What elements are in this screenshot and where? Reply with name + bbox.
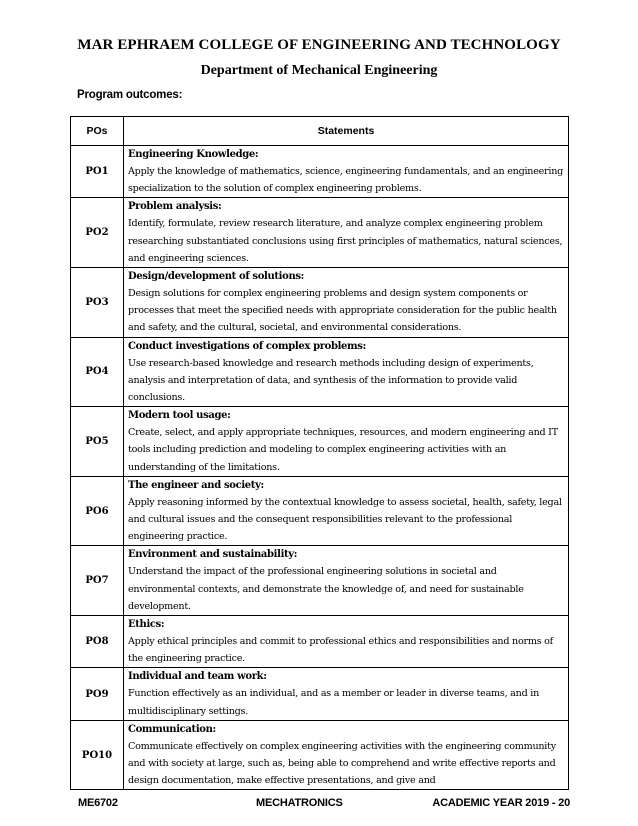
po-code: PO4: [71, 337, 124, 407]
statement-text: Design solutions for complex engineering problems and design system components or processes that meet the specified needs with appropriate consideration for the public health and safety, and the cultural, societal, and environmental considerations.: [128, 288, 557, 334]
table-row: [71, 616, 569, 668]
column-header-pos: POs: [71, 117, 124, 146]
po-code: PO6: [71, 476, 124, 546]
po-code: PO8: [71, 616, 124, 668]
statement-text: Function effectively as an individual, and as a member or leader in diverse teams, and in multidisciplinary settings.: [128, 688, 540, 717]
statement-cell: [124, 476, 569, 546]
statement-text: Apply ethical principles and commit to professional ethics and responsibilities and norms of the engineering practice.: [128, 636, 553, 665]
statement-title: Ethics:: [128, 619, 165, 631]
po-code: PO10: [71, 720, 124, 790]
po-code: PO2: [71, 198, 124, 268]
statement-title: Conduct investigations of complex problems:: [128, 340, 366, 352]
statement-title: Design/development of solutions:: [128, 271, 304, 283]
footer-course-code: ME6702: [78, 797, 118, 809]
statement-cell: [124, 198, 569, 268]
po-code: PO1: [71, 146, 124, 198]
statement-cell: [124, 546, 569, 616]
department-name: Department of Mechanical Engineering: [200, 63, 438, 78]
statement-cell: [124, 720, 569, 790]
statement-title: Individual and team work:: [128, 671, 267, 683]
statement-cell: [124, 337, 569, 407]
statement-title: Modern tool usage:: [128, 410, 231, 422]
college-name: MAR EPHRAEM COLLEGE OF ENGINEERING AND TECHNOLOGY: [77, 37, 561, 53]
statement-cell: [124, 268, 569, 338]
table-row: [71, 546, 569, 616]
statement-cell: [124, 616, 569, 668]
table-row: [71, 198, 569, 268]
table-row: [71, 146, 569, 198]
section-label: Program outcomes:: [77, 89, 183, 101]
statement-text: Apply reasoning informed by the contextual knowledge to assess societal, health, safety, legal and cultural issues and the consequent responsibilities relevant to the professional engineering practice.: [128, 496, 562, 543]
po-code: PO9: [71, 668, 124, 720]
table-row: [71, 476, 569, 546]
statement-cell: [124, 668, 569, 720]
statement-text: Use research-based knowledge and research methods including design of experiments, analysis and interpretation of data, and synthesis of the information to provide valid conclusions.: [128, 357, 534, 404]
program-outcomes-table: [70, 116, 569, 790]
po-code: PO7: [71, 546, 124, 616]
footer-subject: MECHATRONICS: [256, 797, 343, 809]
statement-title: Communication:: [128, 723, 216, 735]
statement-title: Problem analysis:: [128, 201, 222, 213]
statement-text: Understand the impact of the professional engineering solutions in societal and environmental contexts, and demonstrate the knowledge of, and need for sustainable development.: [128, 566, 524, 612]
column-header-statements: Statements: [124, 117, 569, 146]
footer-academic-year: ACADEMIC YEAR 2019 - 20: [432, 797, 570, 809]
statement-cell: [124, 407, 569, 477]
statement-cell: [124, 146, 569, 198]
table-row: [71, 337, 569, 407]
statement-title: Engineering Knowledge:: [128, 149, 259, 160]
statement-text: Create, select, and apply appropriate techniques, resources, and modern engineering and IT tools including prediction and modeling to complex engineering activities with an understanding of the limitations.: [128, 427, 558, 473]
statement-title: Environment and sustainability:: [128, 549, 298, 561]
po-code: PO5: [71, 407, 124, 477]
statement-text: Identify, formulate, review research literature, and analyze complex engineering problem researching substantiated conclusions using first principles of mathematics, natural sciences, and engineering sciences.: [128, 218, 563, 264]
statement-text: Apply the knowledge of mathematics, science, engineering fundamentals, and an engineering specialization to the solution of complex engineering problems.: [128, 166, 564, 195]
po-code: PO3: [71, 268, 124, 338]
table-row: [71, 668, 569, 720]
statement-text: Communicate effectively on complex engineering activities with the engineering community and with society at large, such as, being able to comprehend and write effective reports and design documentation, make effective presentations, and give and: [128, 740, 556, 787]
table-row: [71, 268, 569, 338]
table-row: [71, 720, 569, 790]
table-header-row: [71, 117, 569, 146]
table-row: [71, 407, 569, 477]
statement-title: The engineer and society:: [128, 479, 264, 491]
